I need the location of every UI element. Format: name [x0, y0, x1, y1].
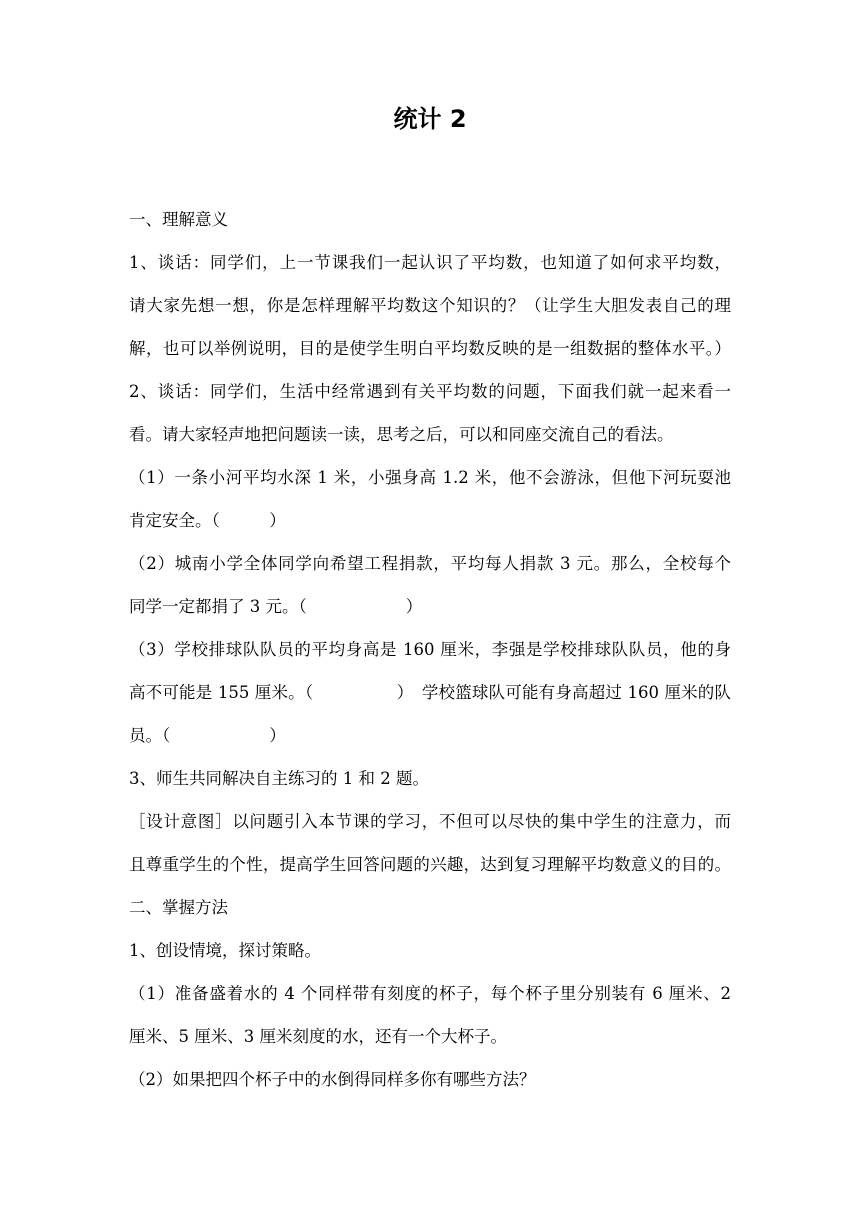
design-intent-line: ［设计意图］以问题引入本节课的学习，不但可以尽快的集中学生的注意力，而: [129, 812, 731, 831]
paragraph-line: 解，也可以举例说明，目的是使学生明白平均数反映的是一组数据的整体水平。）: [129, 339, 731, 358]
section-heading-understand-meaning: 一、理解意义: [129, 210, 228, 229]
design-intent-line: 且尊重学生的个性，提高学生回答问题的兴趣，达到复习理解平均数意义的目的。: [129, 855, 731, 874]
question-3-line: 员。（ ）: [129, 726, 286, 745]
step-2-line: （2）如果把四个杯子中的水倒得同样多你有哪些方法？: [129, 1070, 536, 1089]
paragraph-line: 2、谈话：同学们，生活中经常遇到有关平均数的问题，下面我们就一起来看一: [129, 382, 731, 401]
section-heading-master-methods: 二、掌握方法: [129, 898, 228, 917]
paragraph-line: 1、创设情境，探讨策略。: [129, 941, 321, 960]
question-1-line: （1）一条小河平均水深 1 米，小强身高 1.2 米，他不会游泳，但他下河玩耍池: [129, 468, 731, 487]
question-3-line: （3）学校排球队队员的平均身高是 160 厘米，李强是学校排球队队员，他的身: [129, 640, 731, 659]
paragraph-line: 请大家先想一想，你是怎样理解平均数这个知识的？（让学生大胆发表自己的理: [129, 296, 731, 315]
step-1-line: 厘米、5 厘米、3 厘米刻度的水，还有一个大杯子。: [129, 1027, 507, 1046]
step-1-line: （1）准备盛着水的 4 个同样带有刻度的杯子，每个杯子里分别装有 6 厘米、2: [129, 984, 731, 1003]
paragraph-line: 看。请大家轻声地把问题读一读，思考之后，可以和同座交流自己的看法。: [129, 425, 674, 444]
question-1-line: 肯定安全。（ ）: [129, 511, 286, 530]
paragraph-line: 3、师生共同解决自主练习的 1 和 2 题。: [129, 769, 429, 788]
question-3-line: 高不可能是 155 厘米。（ ） 学校篮球队可能有身高超过 160 厘米的队: [129, 683, 731, 702]
question-2-line: 同学一定都捐了 3 元。（ ）: [129, 597, 423, 616]
document-title: 统计 2: [393, 105, 467, 133]
paragraph-line: 1、谈话：同学们，上一节课我们一起认识了平均数，也知道了如何求平均数，: [129, 253, 731, 272]
question-2-line: （2）城南小学全体同学向希望工程捐款，平均每人捐款 3 元。那么，全校每个: [129, 554, 731, 573]
